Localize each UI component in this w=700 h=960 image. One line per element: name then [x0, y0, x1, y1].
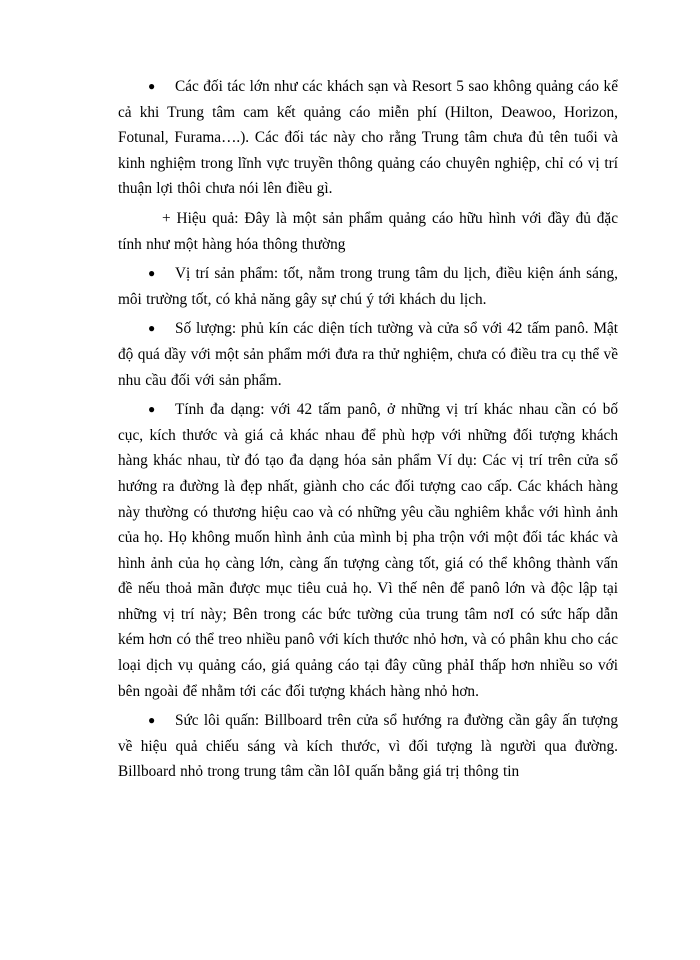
- paragraph-text: Sức lôi quấn: Billboard trên cửa sổ hướng ra đường cần gây ấn tượng về hiệu quả chiếu sáng và kích thước, vì đối tượng là người qua đường. Billboard nhỏ trong trung tâm cần lôI quấn bằng giá trị thông tin: [118, 712, 618, 781]
- plus-paragraph-effectiveness: [118, 206, 618, 257]
- bullet-icon: ●: [148, 402, 156, 417]
- bullet-paragraph-attraction: [118, 708, 618, 785]
- bullet-paragraph-product-location: [118, 261, 618, 312]
- bullet-paragraph-partners: [118, 74, 618, 202]
- paragraph-text: Các đối tác lớn như các khách sạn và Resort 5 sao không quảng cáo kể cả khi Trung tâm cam kết quảng cáo miễn phí (Hilton, Deawoo, Horizon, Fotunal, Furama….). Các đối tác này cho rằng Trung tâm chưa đủ tên tuổi và kinh nghiệm trong lĩnh vực truyền thông quảng cáo chuyên nghiệp, chỉ có vị trí thuận lợi thôi chưa nói lên điều gì.: [118, 78, 618, 198]
- bullet-paragraph-diversity: [118, 397, 618, 704]
- paragraph-text: Tính đa dạng: với 42 tấm panô, ở những vị trí khác nhau cần có bố cục, kích thước và giá cả khác nhau để phù hợp với những đối tượng khách hàng khác nhau, từ đó tạo đa dạng hóa sản phẩm Ví dụ: Các vị trí trên cửa sổ hướng ra đường là đẹp nhất, giành cho các đối tượng cao cấp. Các khách hàng này thường có thương hiệu cao và có những yêu cầu nghiêm khắc với hình ảnh của họ. Họ không muốn hình ảnh của mình bị pha trộn với một đối tác khác và hình ảnh của họ càng lớn, càng ấn tượng càng tốt, giá có thể không thành vấn đề nếu thoả mãn được mục tiêu cuả họ. Vì thế nên để panô lớn và độc lập tại những vị trí này; Bên trong các bức tường của trung tâm nơI có sức hấp dẫn kém hơn có thể treo nhiều panô với kích thước nhỏ hơn, và có phân khu cho các loại dịch vụ quảng cáo, giá quảng cáo tại đây cũng phảI thấp hơn nhiều so với bên ngoài để nhằm tới các đối tượng khách hàng nhỏ hơn.: [118, 401, 618, 700]
- bullet-icon: ●: [148, 79, 156, 93]
- paragraph-text: Số lượng: phủ kín các diện tích tường và cửa sổ với 42 tấm panô. Mật độ quá dầy với một sản phẩm mới đưa ra thử nghiệm, chưa có điều tra cụ thể về nhu cầu đối với sản phẩm.: [118, 320, 618, 389]
- bullet-icon: ●: [148, 321, 156, 336]
- paragraph-text: + Hiệu quả: Đây là một sản phẩm quảng cáo hữu hình với đầy đủ đặc tính như một hàng hóa thông thường: [118, 209, 618, 253]
- bullet-icon: ●: [148, 713, 156, 728]
- bullet-paragraph-quantity: [118, 316, 618, 393]
- bullet-icon: ●: [148, 266, 156, 281]
- paragraph-text: Vị trí sản phẩm: tốt, nằm trong trung tâm du lịch, điều kiện ánh sáng, môi trường tốt, có khả năng gây sự chú ý tới khách du lịch.: [118, 265, 618, 308]
- document-body: [118, 74, 618, 789]
